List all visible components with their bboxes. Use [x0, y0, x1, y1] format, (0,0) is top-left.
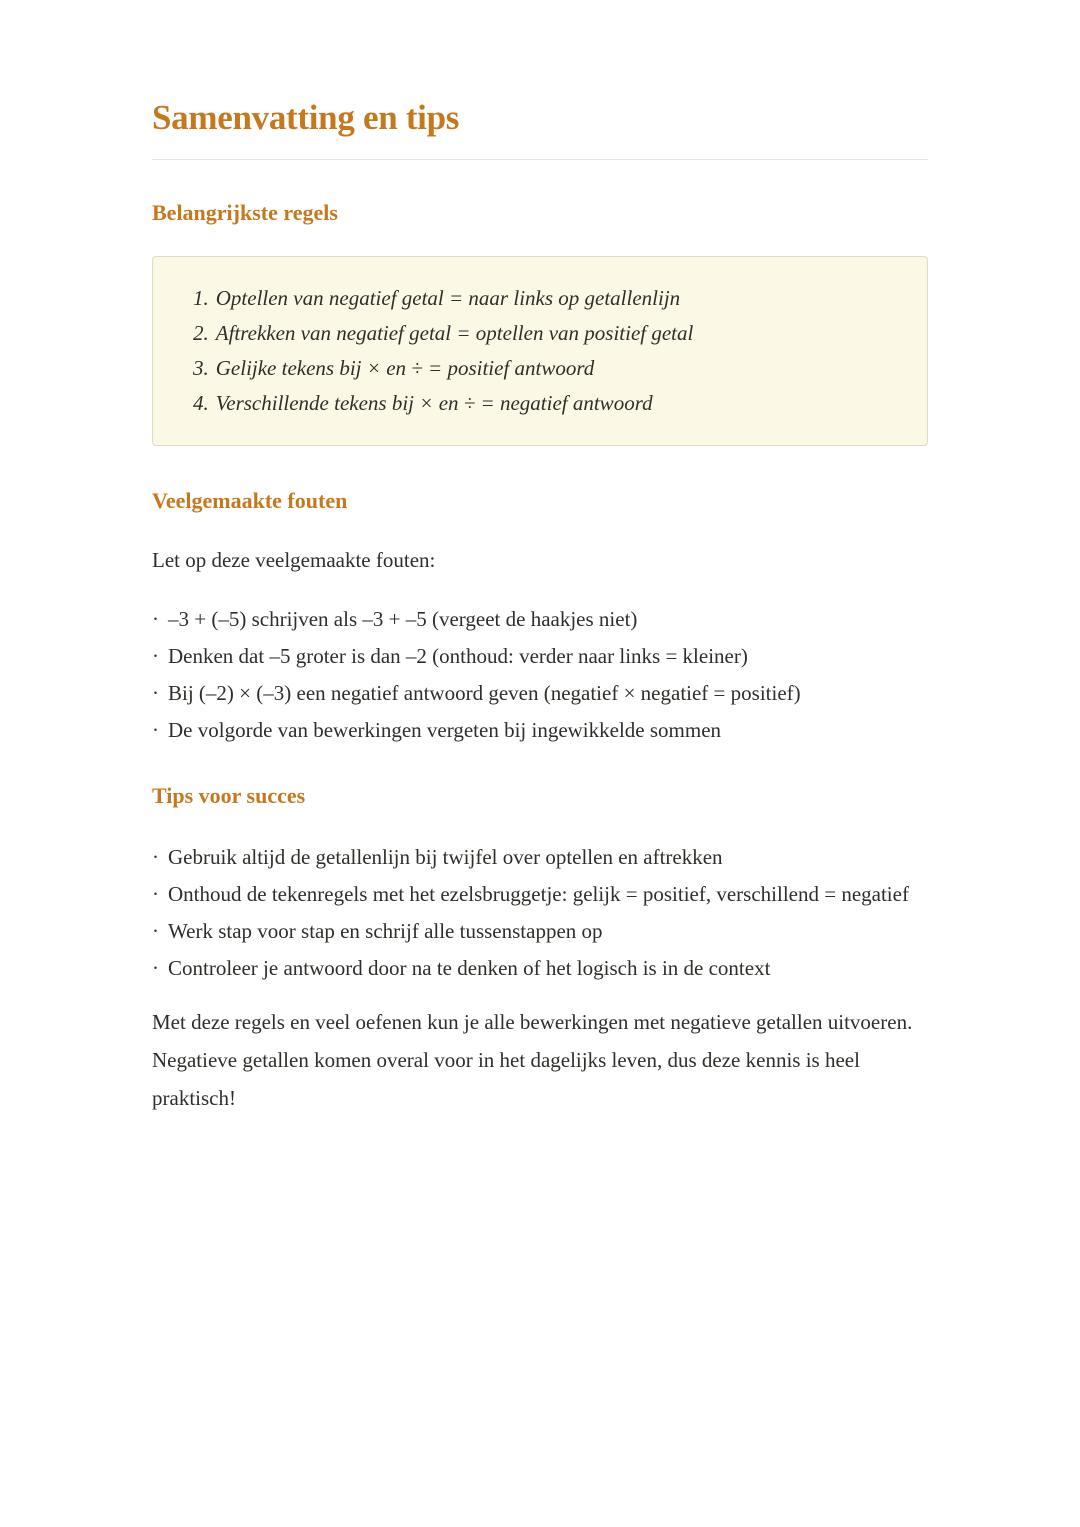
list-item-text: Gebruik altijd de getallenlijn bij twijfel over optellen en aftrekken [168, 845, 723, 869]
list-item [152, 839, 928, 876]
rule-text: Verschillende tekens bij × en ÷ = negatief antwoord [215, 391, 653, 415]
rules-box [152, 256, 928, 446]
rule-number: 3. [193, 356, 209, 380]
page-title: Samenvatting en tips [152, 98, 460, 137]
rule-text: Gelijke tekens bij × en ÷ = positief antwoord [215, 356, 595, 380]
rule-text: Optellen van negatief getal = naar links op getallenlijn [215, 286, 681, 310]
section-heading-mistakes: Veelgemaakte fouten [152, 488, 348, 513]
list-item [152, 601, 928, 638]
list-item [152, 913, 928, 950]
list-item [152, 950, 928, 987]
rule-number: 1. [193, 286, 209, 310]
list-item [152, 712, 928, 749]
rule-number: 2. [193, 321, 209, 345]
tips-list [152, 839, 928, 987]
numbered-rule-item [179, 386, 901, 421]
mistakes-list [152, 601, 928, 749]
list-item-text: De volgorde van bewerkingen vergeten bij ingewikkelde sommen [168, 718, 722, 742]
bullet-icon: · [152, 956, 159, 980]
list-item-text: Bij (–2) × (–3) een negatief antwoord geven (negatief × negatief = positief) [168, 681, 801, 705]
section-heading-rules: Belangrijkste regels [152, 200, 338, 225]
rule-text: Aftrekken van negatief getal = optellen van positief getal [215, 321, 694, 345]
mistakes-intro: Let op deze veelgemaakte fouten: [152, 548, 436, 572]
list-item-text: Denken dat –5 groter is dan –2 (onthoud: verder naar links = kleiner) [168, 644, 748, 668]
numbered-rule-item [179, 351, 901, 386]
bullet-icon: · [152, 718, 159, 742]
title-divider [152, 159, 928, 160]
closing-paragraph: Met deze regels en veel oefenen kun je alle bewerkingen met negatieve getallen uitvoeren. Negatieve getallen komen overal voor in het dagelijks leven, dus deze kennis is heel praktisch! [152, 1010, 913, 1110]
numbered-rule-item [179, 281, 901, 316]
numbered-rule-item [179, 316, 901, 351]
list-item [152, 675, 928, 712]
section-heading-tips: Tips voor succes [152, 783, 306, 808]
rule-number: 4. [193, 391, 209, 415]
bullet-icon: · [152, 919, 159, 943]
document-page [152, 0, 928, 1117]
bullet-icon: · [152, 845, 159, 869]
list-item [152, 638, 928, 675]
bullet-icon: · [152, 607, 159, 631]
list-item [152, 876, 928, 913]
list-item-text: –3 + (–5) schrijven als –3 + –5 (vergeet de haakjes niet) [168, 607, 638, 631]
list-item-text: Controleer je antwoord door na te denken of het logisch is in de context [168, 956, 771, 980]
bullet-icon: · [152, 882, 159, 906]
bullet-icon: · [152, 681, 159, 705]
list-item-text: Werk stap voor stap en schrijf alle tussenstappen op [168, 919, 603, 943]
list-item-text: Onthoud de tekenregels met het ezelsbruggetje: gelijk = positief, verschillend = negatief [168, 882, 909, 906]
bullet-icon: · [152, 644, 159, 668]
